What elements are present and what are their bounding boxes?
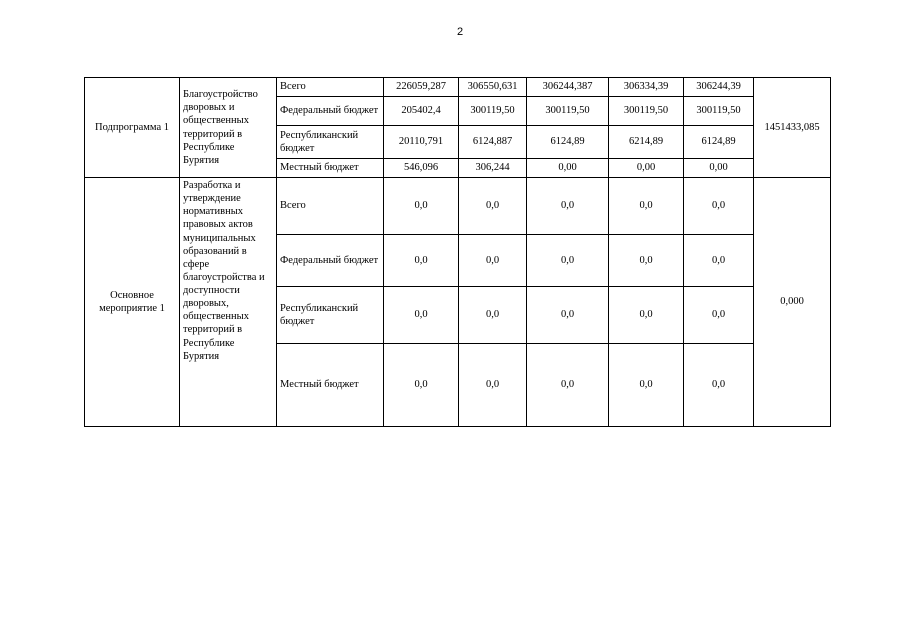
value-cell: 6124,887 <box>459 126 527 159</box>
value-cell: 0,0 <box>459 178 527 235</box>
value-cell: 6124,89 <box>684 126 754 159</box>
value-cell: 0,00 <box>609 159 684 178</box>
funding-source: Федеральный бюджет <box>277 235 384 287</box>
table-row <box>85 178 831 235</box>
value-cell: 0,0 <box>684 235 754 287</box>
subprogram-name: Подпрограмма 1 <box>85 78 180 178</box>
value-cell: 0,0 <box>684 344 754 427</box>
measure-description: Разработка и утверждение нормативных правовых актов муниципальных образований в сфере благоустройства и доступности дворовых, общественных территорий в Республике Бурятия <box>180 178 277 427</box>
funding-source: Всего <box>277 78 384 97</box>
value-cell: 20110,791 <box>384 126 459 159</box>
value-cell: 0,0 <box>684 287 754 344</box>
value-cell: 546,096 <box>384 159 459 178</box>
funding-source: Местный бюджет <box>277 344 384 427</box>
value-cell: 0,0 <box>527 287 609 344</box>
value-cell: 300119,50 <box>609 97 684 126</box>
funding-source: Федеральный бюджет <box>277 97 384 126</box>
subprogram-total: 1451433,085 <box>754 78 831 178</box>
value-cell: 0,0 <box>609 287 684 344</box>
funding-source: Местный бюджет <box>277 159 384 178</box>
value-cell: 6214,89 <box>609 126 684 159</box>
measure-total: 0,000 <box>754 178 831 427</box>
value-cell: 0,0 <box>527 344 609 427</box>
value-cell: 0,0 <box>459 287 527 344</box>
value-cell: 306550,631 <box>459 78 527 97</box>
table-row <box>85 78 831 97</box>
budget-table <box>84 77 831 427</box>
value-cell: 226059,287 <box>384 78 459 97</box>
value-cell: 0,00 <box>684 159 754 178</box>
value-cell: 0,0 <box>384 344 459 427</box>
value-cell: 0,0 <box>384 287 459 344</box>
page-number: 2 <box>456 26 464 38</box>
value-cell: 0,0 <box>527 235 609 287</box>
value-cell: 0,00 <box>527 159 609 178</box>
value-cell: 0,0 <box>609 235 684 287</box>
measure-name: Основное мероприятие 1 <box>85 178 180 427</box>
value-cell: 0,0 <box>459 344 527 427</box>
value-cell: 0,0 <box>609 178 684 235</box>
funding-source: Республиканский бюджет <box>277 287 384 344</box>
value-cell: 306244,387 <box>527 78 609 97</box>
value-cell: 306,244 <box>459 159 527 178</box>
funding-source: Всего <box>277 178 384 235</box>
value-cell: 306334,39 <box>609 78 684 97</box>
value-cell: 0,0 <box>527 178 609 235</box>
value-cell: 0,0 <box>384 235 459 287</box>
value-cell: 300119,50 <box>527 97 609 126</box>
value-cell: 300119,50 <box>684 97 754 126</box>
value-cell: 0,0 <box>384 178 459 235</box>
value-cell: 205402,4 <box>384 97 459 126</box>
value-cell: 0,0 <box>459 235 527 287</box>
value-cell: 300119,50 <box>459 97 527 126</box>
value-cell: 0,0 <box>684 178 754 235</box>
funding-source: Республиканский бюджет <box>277 126 384 159</box>
value-cell: 0,0 <box>609 344 684 427</box>
value-cell: 6124,89 <box>527 126 609 159</box>
value-cell: 306244,39 <box>684 78 754 97</box>
subprogram-description: Благоустройство дворовых и общественных территорий в Республике Бурятия <box>180 78 277 178</box>
